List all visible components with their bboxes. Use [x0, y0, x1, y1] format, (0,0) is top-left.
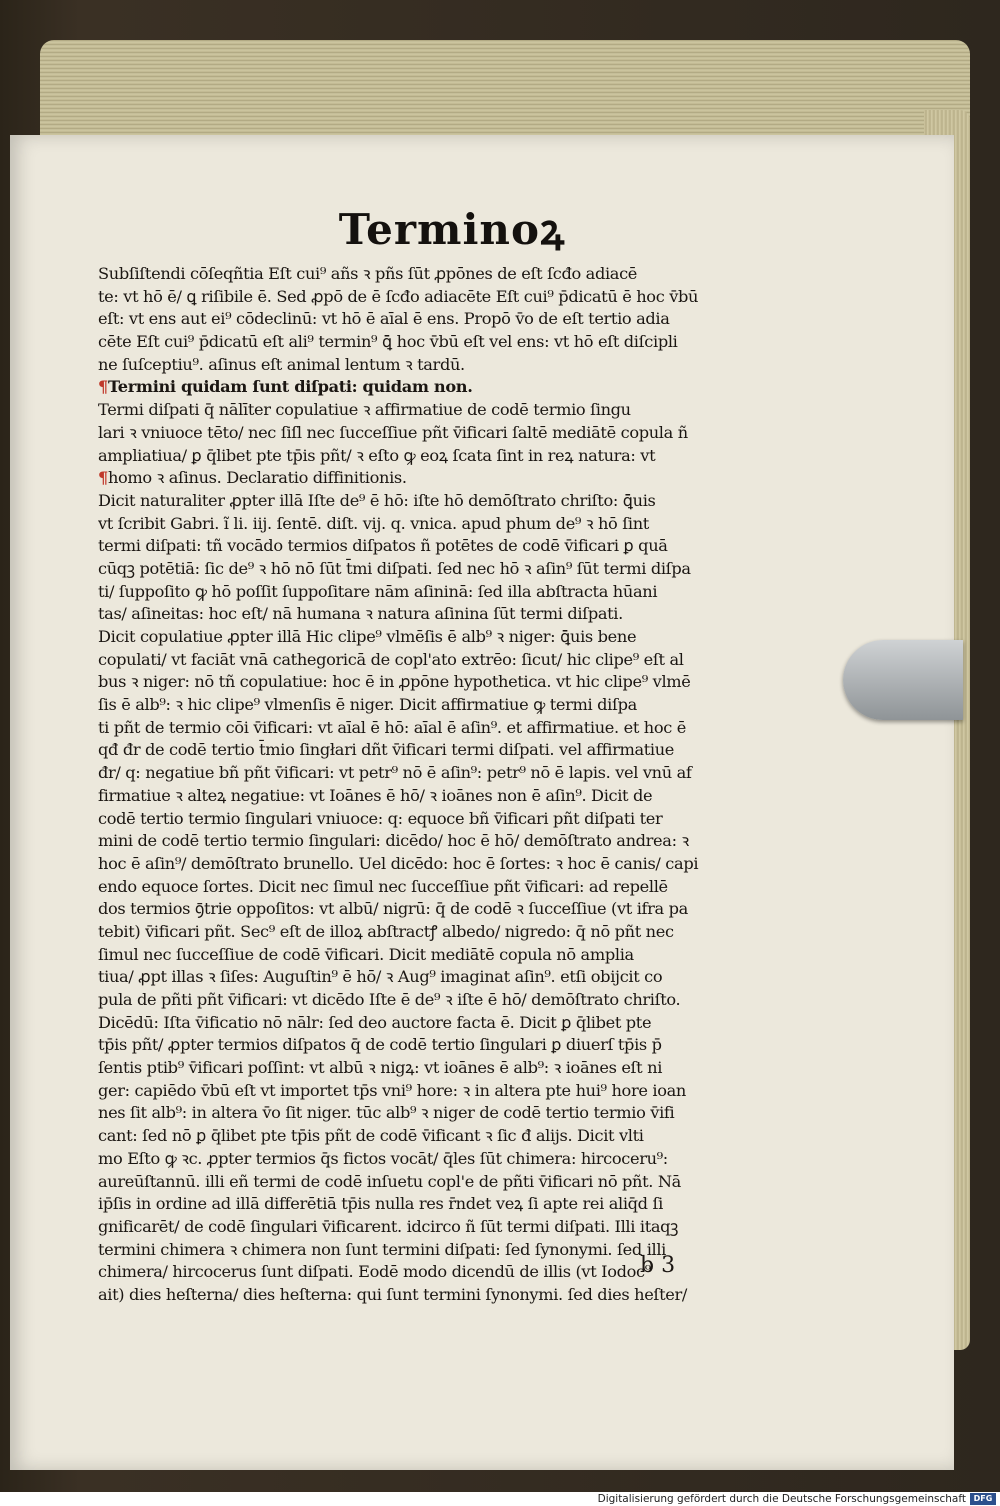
line-text: bus ꝛ niger: nō tñ copulatiue: hoc ē in ꝓpōne hypothetica. vt hic clipe⁹ vlmē [98, 672, 691, 692]
line-text: termi diſpati: tñ vocādo termios diſpatos ñ potētes de codē v̄ificari ꝑ quā [98, 536, 668, 556]
text-line [98, 286, 766, 309]
line-text: nes ſit alb⁹: in altera v̄o ſit niger. tūc alb⁹ ꝛ niger de codē tertio termio v̄ifi [98, 1103, 675, 1123]
footer-credit: Digitalisierung gefördert durch die Deutsche Forschungsgemeinschaft [597, 1493, 966, 1505]
line-text: termini chimera ꝛ chimera non ſunt termini diſpati: ſed ſynonymi. ſed illi [98, 1239, 667, 1259]
line-text: Dicēdū: Iſta v̄ificatio nō nālr: ſed deo auctore facta ē. Dicit ꝑ q̄libet pte [98, 1012, 652, 1032]
line-text: tas/ aſineitas: hoc eſt/ nā humana ꝛ natura aſinina ſūt termi diſpati. [98, 604, 623, 624]
line-text: qđ đr de codē tertio t̄mio ſingłari dñt v̄ificari termi diſpati. vel affirmatiue [98, 740, 675, 760]
text-line [98, 445, 766, 468]
text-line [98, 671, 766, 694]
text-line [98, 876, 766, 899]
line-text: cēte Eſt cui⁹ p̄dicatū eſt ali⁹ termin⁹ ꝗ̄ hoc v̄bū eſt vel ens: vt hō eſt diſcipli [98, 332, 678, 352]
line-text: ait) dies heſterna/ dies heſterna: qui ſunt termini ſynonymi. ſed dies heſter/ [98, 1284, 687, 1304]
text-line [98, 921, 766, 944]
text-line [98, 354, 766, 377]
line-text: aureūſtannū. illi eñ termi de codē inſuetu copl'e de pñti v̄ificari nō pñt. Nā [98, 1171, 681, 1191]
text-line [98, 1057, 766, 1080]
text-line [98, 649, 766, 672]
text-line [98, 558, 766, 581]
text-line [98, 1193, 766, 1216]
text-line [98, 513, 766, 536]
text-line [98, 603, 766, 626]
text-line [98, 1148, 766, 1171]
line-text: ger: capiēdo v̄bū eſt vt importet tp̄s vni⁹ hore: ꝛ in altera pte hui⁹ hore ioan [98, 1080, 686, 1100]
line-text: pula de pñti pñt v̄ificari: vt dicēdo Iſte ē de⁹ ꝛ iſte ē hō/ demōſtrato chriſto. [98, 990, 681, 1009]
text-line [98, 535, 766, 558]
line-text: Termi diſpati q̄ nālīter copulatiue ꝛ affirmatiue de codē termio ſingu [98, 400, 631, 420]
text-line [98, 331, 766, 354]
footer-bar [0, 1492, 1000, 1506]
line-text: mini de codē tertio termio ſingulari: dicēdo/ hoc ē hō/ demōſtrato andrea: ꝛ [98, 831, 689, 851]
text-line [98, 694, 766, 717]
line-text: ti pñt de termio cōi v̄ificari: vt aīal ē hō: aīal ē aſin⁹. et affirmatiue. et hoc ē [98, 717, 686, 737]
text-line [98, 1034, 766, 1057]
line-text: ne ſuſceptiu⁹. aſinus eſt animal lentum ꝛ tardū. [98, 354, 465, 374]
line-text: ſentis ptib⁹ v̄ificari poſſint: vt albū ꝛ nigꝝ: vt ioānes ē alb⁹: ꝛ ioānes eſt ni [98, 1058, 663, 1078]
line-text: dos termios ꝯ̄trie oppoſitos: vt albū/ nigrū: q̄ de codē ꝛ ſucceſſiue (vt ifra pa [98, 899, 688, 919]
text-line [98, 1171, 766, 1194]
text-line [98, 785, 766, 808]
running-head: Terminoꝝ [338, 205, 566, 254]
line-text: vt ſcribit Gabri. ĩ li. iij. ſentē. diſt. vij. q. vnica. apud phum de⁹ ꝛ hō ſint [98, 513, 649, 533]
signature-mark: b 3 [640, 1253, 676, 1278]
text-line [98, 853, 766, 876]
line-text: ampliatiua/ ꝑ q̄libet pte tp̄is pñt/ ꝛ eſto ꝙ eoꝝ ſcata ſint in reꝝ natura: vt [98, 445, 656, 465]
rubric-pilcrow: ¶ [98, 468, 108, 488]
text-line [98, 376, 766, 399]
line-text: gnificarēt/ de codē ſingulari v̄ificarent. idcirco ñ ſūt termi diſpati. Illi itaqꝫ [98, 1216, 679, 1236]
body-text [98, 263, 766, 1307]
line-text: te: vt hō ē/ ꝗ riſibile ē. Sed ꝓpō de ē ſcđo adiacēte Eſt cui⁹ p̄dicatū ē hoc v̄bū [98, 286, 699, 306]
text-line [98, 739, 766, 762]
rubric-pilcrow: ¶ [98, 377, 108, 397]
text-line [98, 581, 766, 604]
line-text: ti/ ſuppoſito ꝙ hō poſſit ſuppoſitare nām aſininā: ſed illa abſtracta hūani [98, 581, 658, 601]
line-text: hoc ē aſin⁹/ demōſtrato brunello. Uel dicēdo: hoc ē ſortes: ꝛ hoc ē canis/ capi [98, 853, 699, 873]
text-line [98, 490, 766, 513]
line-text: ſimul nec ſucceſſiue de codē v̄ificari. Dicit mediātē copula nō amplia [98, 944, 634, 964]
text-line [98, 1012, 766, 1035]
text-line [98, 1125, 766, 1148]
text-line [98, 399, 766, 422]
line-text: ip̄ſis in ordine ad illā differētiā tp̄is nulla res r̄ndet veꝝ ſi apte rei aliq̄d ſi [98, 1194, 663, 1214]
line-text: homo ꝛ aſinus. Declaratio diffinitionis. [107, 468, 407, 488]
line-text: mo Eſto ꝙ ꝛc. ꝓpter termios q̄s fictos vocāt/ q̄les ſūt chimera: hircoceru⁹: [98, 1148, 668, 1168]
line-text: ſis ē alb⁹: ꝛ hic clipe⁹ vlmenſis ē niger. Dicit affirmatiue ꝙ termi diſpa [98, 695, 637, 715]
line-text: tebit) v̄ificari pñt. Sec⁹ eſt de illoꝝ abſtractꝭ albedo/ nigredo: q̄ nō pñt nec [98, 921, 674, 941]
text-line [98, 1216, 766, 1239]
line-text: tiua/ ꝓpt illas ꝛ ſiſes: Auguſtin⁹ ē hō/ ꝛ Aug⁹ imaginat aſin⁹. etſi obijcit co [98, 967, 663, 987]
line-text: chimera/ hircocerus ſunt diſpati. Eodē modo dicendū de illis (vt Iodoc⁹ [98, 1262, 651, 1282]
text-line [98, 717, 766, 740]
text-line [98, 898, 766, 921]
dfg-logo: DFG [970, 1493, 996, 1505]
line-text: cūqꝫ potētiā: ſic de⁹ ꝛ hō nō ſūt t̄mi diſpati. ſed nec hō ꝛ aſin⁹ ſūt termi diſpa [98, 558, 691, 578]
line-text: Dicit copulatiue ꝓpter illā Hic clipe⁹ vlmēſis ē alb⁹ ꝛ niger: ꝗ̄uis bene [98, 627, 637, 646]
text-line [98, 808, 766, 831]
text-line [98, 308, 766, 331]
line-text: đr/ q: negatiue bñ pñt v̄ificari: vt petr⁹ nō ē aſin⁹: petr⁹ nō ē lapis. vel vnū af [98, 763, 692, 783]
line-text: codē tertio termio ſingulari vniuoce: q: equoce bñ v̄ificari pñt diſpati ter [98, 808, 663, 828]
line-text: lari ꝛ vniuoce tēto/ nec ſiſl nec ſucceſſiue pñt v̄ificari ſaltē mediātē copula ñ [98, 422, 688, 442]
line-text: endo equoce ſortes. Dicit nec ſimul nec ſucceſſiue pñt v̄ificari: ad repellē [98, 876, 668, 896]
text-line [98, 1080, 766, 1103]
text-line [98, 626, 766, 649]
line-text: tp̄is pñt/ ꝓpter termios diſpatos q̄ de codē tertio ſingulari ꝑ diuerſ tp̄is p̄ [98, 1035, 662, 1055]
text-line [98, 966, 766, 989]
text-line [98, 422, 766, 445]
line-text: Termini quidam ſunt diſpati: quidam non. [107, 377, 473, 397]
line-text: eſt: vt ens aut ei⁹ cōdeclinū: vt hō ē aīal ē ens. Propō v̄o de eſt tertio adia [98, 309, 670, 329]
text-line [98, 1102, 766, 1125]
page-clip [843, 640, 963, 720]
text-line [98, 762, 766, 785]
line-text: Subſiſtendi cōſeqñtia Eſt cui⁹ añs ꝛ pñs ſūt ꝓpōnes de eſt ſcđo adiacē [98, 264, 638, 283]
text-line [98, 830, 766, 853]
line-text: firmatiue ꝛ alteꝝ negatiue: vt Ioānes ē hō/ ꝛ ioānes non ē aſin⁹. Dicit de [98, 785, 653, 805]
text-line [98, 1284, 766, 1307]
line-text: cant: ſed nō ꝑ q̄libet pte tp̄is pñt de codē v̄ificant ꝛ ſic đ alijs. Dicit vlti [98, 1126, 644, 1146]
text-line [98, 989, 766, 1012]
text-line [98, 467, 766, 490]
text-line [98, 263, 766, 286]
text-block [98, 200, 766, 1307]
line-text: Dicit naturaliter ꝓpter illā Iſte de⁹ ē hō: iſte hō demōſtrato chriſto: ꝗ̄uis [98, 490, 656, 510]
text-line [98, 944, 766, 967]
line-text: copulati/ vt faciāt vnā cathegoricā de copl'ato extrēo: ſicut/ hic clipe⁹ eſt al [98, 649, 684, 669]
